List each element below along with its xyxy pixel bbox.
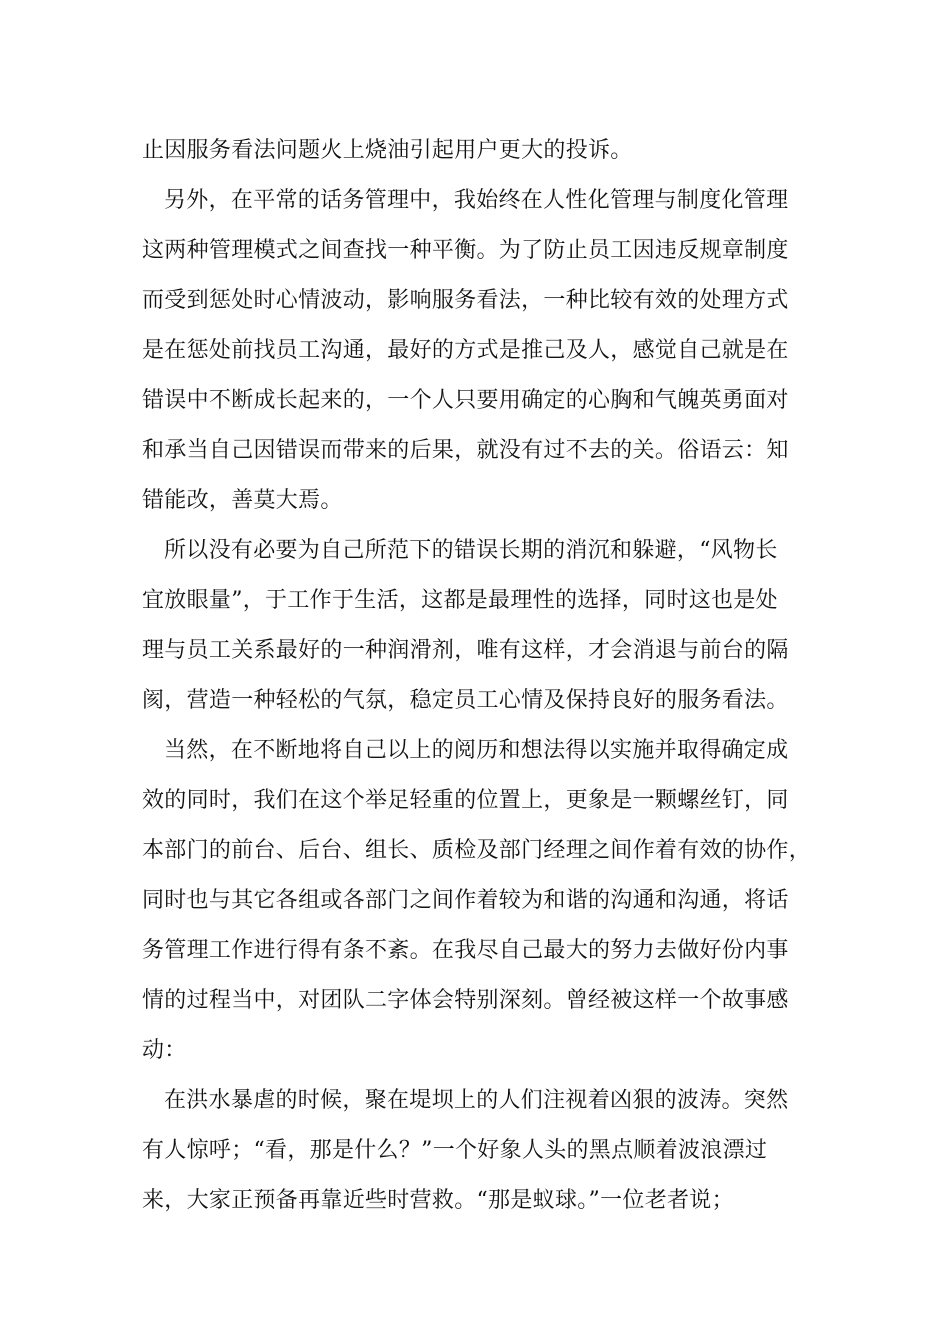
- text-line: 有人惊呼；“看，那是什么？”一个好象人头的黑点顺着波浪漂过: [142, 1138, 768, 1163]
- text-line: 止因服务看法问题火上烧油引起用户更大的投诉。: [142, 138, 633, 163]
- text-line: 阂，营造一种轻松的气氛，稳定员工心情及保持良好的服务看法。: [142, 688, 789, 713]
- text-line: 是在惩处前找员工沟通，最好的方式是推己及人，感觉自己就是在: [142, 338, 789, 363]
- text-line: 而受到惩处时心情波动，影响服务看法，一种比较有效的处理方式: [142, 288, 789, 313]
- paragraph-start-line: 所以没有必要为自己所范下的错误长期的消沉和躲避，“风物长: [164, 538, 778, 563]
- paragraph-start-line: 在洪水暴虐的时候，聚在堤坝上的人们注视着凶狠的波涛。突然: [164, 1088, 789, 1113]
- text-line: 这两种管理模式之间查找一种平衡。为了防止员工因违反规章制度: [142, 238, 789, 263]
- text-line: 效的同时，我们在这个举足轻重的位置上，更象是一颗螺丝钉，同: [142, 788, 789, 813]
- text-line: 同时也与其它各组或各部门之间作着较为和谐的沟通和沟通，将话: [142, 888, 789, 913]
- text-line: 错能改，善莫大焉。: [142, 488, 343, 513]
- text-line: 本部门的前台、后台、组长、质检及部门经理之间作着有效的协作，: [142, 838, 812, 863]
- text-line: 宜放眼量”，于工作于生活，这都是最理性的选择，同时这也是处: [142, 588, 778, 613]
- text-line: 来，大家正预备再靠近些时营救。“那是蚁球。”一位老者说；: [142, 1188, 734, 1213]
- paragraph-start-line: 当然，在不断地将自己以上的阅历和想法得以实施并取得确定成: [164, 738, 789, 763]
- text-line: 动：: [142, 1038, 187, 1063]
- text-line: 情的过程当中，对团队二字体会特别深刻。曾经被这样一个故事感: [142, 988, 789, 1013]
- text-line: 务管理工作进行得有条不紊。在我尽自己最大的努力去做好份内事: [142, 938, 789, 963]
- paragraph-start-line: 另外，在平常的话务管理中，我始终在人性化管理与制度化管理: [164, 188, 789, 213]
- text-line: 理与员工关系最好的一种润滑剂，唯有这样，才会消退与前台的隔: [142, 638, 789, 663]
- text-line: 和承当自己因错误而带来的后果，就没有过不去的关。俗语云：知: [142, 438, 789, 463]
- text-line: 错误中不断成长起来的，一个人只要用确定的心胸和气魄英勇面对: [142, 388, 789, 413]
